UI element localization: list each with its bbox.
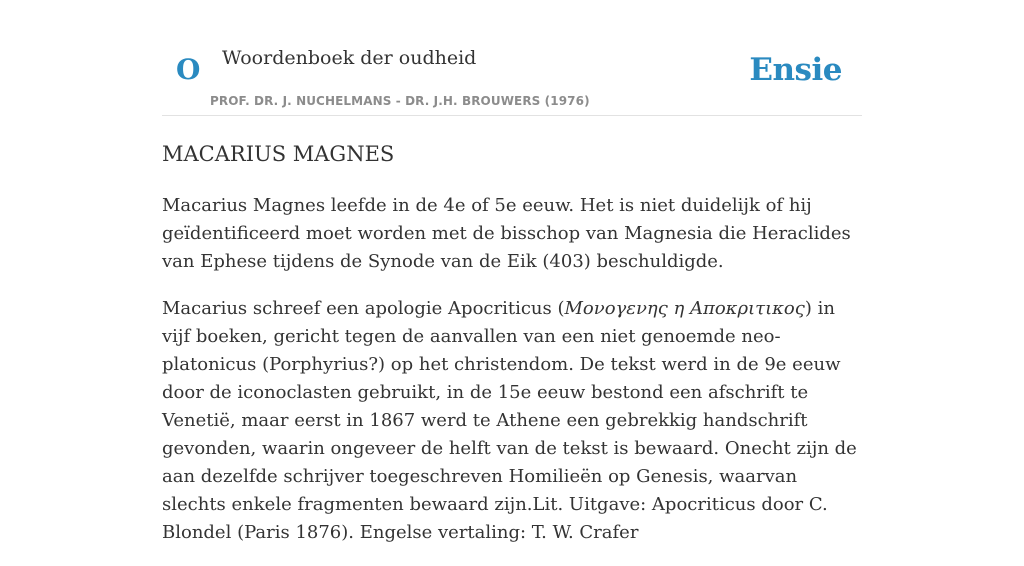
brand-logo[interactable]: Ensie — [749, 52, 842, 88]
paragraph-2-start: Macarius schreef een apologie Apocriticus ( — [162, 298, 565, 319]
book-authors: PROF. DR. J. NUCHELMANS - DR. J.H. BROUWERS (1976) — [210, 94, 590, 108]
index-letter[interactable]: O — [176, 53, 201, 86]
greek-title: Μονογενης η Αποκριτικος — [564, 298, 805, 319]
entry-title: MACARIUS MAGNES — [162, 142, 395, 166]
header — [162, 0, 862, 116]
entry-body — [162, 192, 862, 566]
paragraph-2-rest: ) in vijf boeken, gericht tegen de aanvallen van een niet genoemde neo-platonicus (Porphyrius?) op het christendom. De tekst werd in de 9e eeuw door de iconoclasten gebruikt, in de 15e eeuw bestond een afschrift te Venetië, maar eerst in 1867 werd te Athene een gebrekkig handschrift gevonden, waarin ongeveer de helft van de tekst is bewaard. Onecht zijn de aan dezelfde schrijver toegeschreven Homilieën op Genesis, waarvan slechts enkele fragmenten bewaard zijn.Lit. Uitgave: Apocriticus door C. Blondel (Paris 1876). Engelse vertaling: T. W. Crafer — [162, 298, 857, 543]
paragraph-2 — [162, 295, 862, 547]
paragraph-1: Macarius Magnes leefde in de 4e of 5e eeuw. Het is niet duidelijk of hij geïdentificeerd moet worden met de bisschop van Magnesia die Heraclides van Ephese tijdens de Synode van de Eik (403) beschuldigde. — [162, 195, 851, 272]
book-title[interactable]: Woordenboek der oudheid — [222, 47, 477, 69]
